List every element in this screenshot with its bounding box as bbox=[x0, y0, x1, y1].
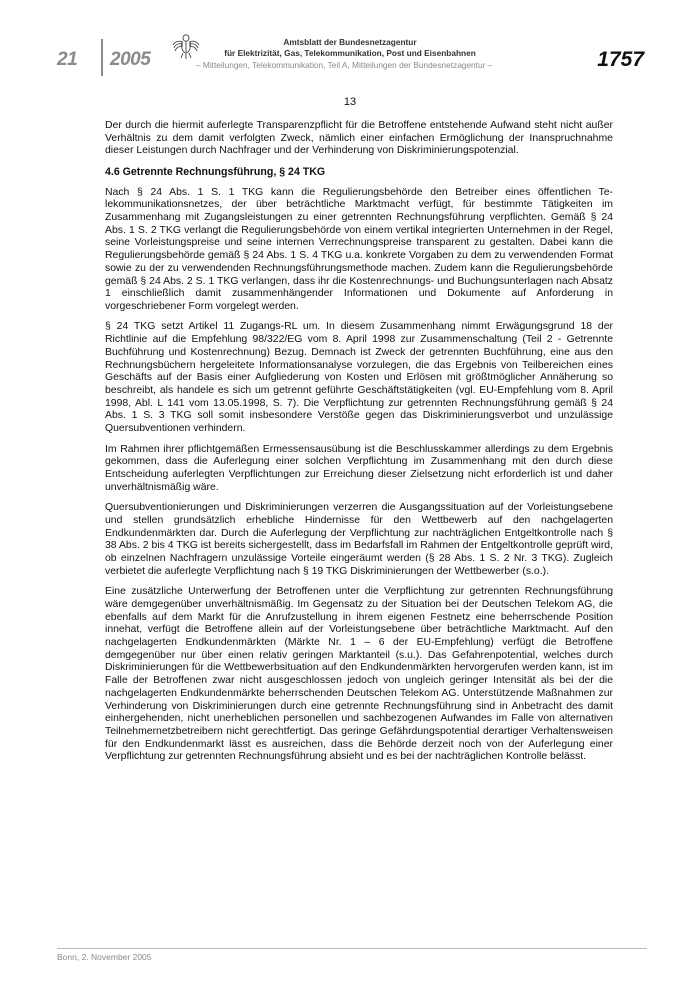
document-page-number: 13 bbox=[343, 96, 357, 108]
page-header bbox=[0, 0, 700, 80]
federal-eagle-icon bbox=[172, 30, 200, 60]
page-number: 1757 bbox=[597, 48, 644, 71]
issue-year: 2005 bbox=[110, 49, 151, 70]
issue-separator bbox=[101, 39, 103, 76]
publication-title-line1: Amtsblatt der Bundesnetzagentur bbox=[283, 37, 417, 47]
section-heading: 4.6 Getrennte Rechnungsführung, § 24 TKG bbox=[105, 165, 326, 178]
paragraph-6: Eine zusätzliche Unterwerfung der Betroffenen unter die Verpflichtung zur getrennten Rechnungsführung wäre demgegenüber unverhältnismäßig. Im Gegensatz zu der Situation bei der Deutschen Telekom AG, die ebenfalls auf dem Markt für die Anrufzustellung in ihrem eigenen Festnetz eine beherrschende Position innehat, verfügt die Betroffene allein auf der Vorleistungsebene über beträchtliche Marktmacht. Auf den nachgelagerten Endkundenmärkten (Märkte Nr. 1 – 6 der EU-Empfehlung) verfügt die Betroffene demgegenüber nur über einen relativ geringen Marktanteil (s.u.). Das Gefahrenpotential, welches durch Diskriminierungen für die Wettbewerbsituation auf den Endkundenmärkten hervorgerufen werden kann, ist im Falle der Betroffenen zwar nicht ausgeschlossen jedoch von ungleich geringer Intensität als bei der die nachgelagerten Endkundenmärkte beherrschenden Deutschen Telekom AG. Unterstützende Maßnahmen zur Verhinderung von Diskriminierungen durch eine getrennte Rechnungsführung sind in Anbetracht des damit einhergehenden, nicht unerheblichen personellen und sachbezogenen Aufwandes im Falle von alternativen Teilnehmernetzbetreibern nicht gerechtfertigt. Das geringe Gefährdungspotential derartiger Verhaltensweisen für den Endkundenmarkt lässt es ausreichen, dass die Behörde derzeit noch von der Auferlegung einer Verpflichtung zur getrennten Rechnungsführung absieht und es bei der nachträglichen Kontrolle belässt. bbox=[105, 586, 613, 763]
paragraph-1: Der durch die hiermit auferlegte Transparenzpflicht für die Betroffene entstehende Aufwand steht nicht außer Verhältnis zu dem damit verfolgten Zweck, nämlich einer einfachen Ermöglichung der Inanspruchnahme dieser Leistungen durch Nachfrager und der Verhinderung von Diskriminierungspotenzial. bbox=[105, 120, 613, 157]
footer-date: Bonn, 2. November 2005 bbox=[57, 952, 152, 962]
publication-subtitle: – Mitteilungen, Telekommunikation, Teil A, Mitteilungen der Bundesnetzagentur – bbox=[196, 60, 493, 70]
paragraph-2: Nach § 24 Abs. 1 S. 1 TKG kann die Regulierungsbehörde den Betreiber eines öffentlichen Telekommunikationsnetzes, der über beträchtliche Marktmacht verfügt, für bestimmte Tätigkeiten im Zusammenhang mit Zugangsleistungen zu einer getrennten Rechnungsführung verpflichten. Gemäß § 24 Abs. 1 S. 2 TKG verlangt die Regulierungsbehörde von einem vertikal integrierten Unternehmen in der Regel, seine Vorleistungspreise und seine internen Verrechnungspreise transparent zu gestalten. Dabei kann die Regulierungsbehörde gemäß § 24 Abs. 1 S. 4 TKG u.a. konkrete Vorgaben zu dem zu verwendenden Format sowie zu der zu verwendenden Rechnungsführungsmethode machen. Zudem kann die Regulierungsbehörde gemäß § 24 Abs. 2 S. 1 TKG verlangen, dass ihr die Kostenrechnungs- und Buchungsunterlagen nach Absatz 1 einschließlich damit zusammenhängender Informationen und Dokumente auf Anforderung in vorgeschriebener Form vorgelegt werden. bbox=[105, 186, 613, 312]
paragraph-5: Quersubventionierungen und Diskriminierungen verzerren die Ausgangssituation auf der Vorleistungsebene und stellen grundsätzlich erhebliche Hindernisse für den Wettbewerb auf den nachgelagerten Endkundenmärkten dar. Durch die Auferlegung der Verpflichtung zur nachträglichen Entgeltkontrolle nach § 38 Abs. 2 bis 4 TKG ist bereits sichergestellt, dass im Bedarfsfall im Rahmen der Entgeltkontrolle geprüft wird, ob einzelnen Nachfragern unzulässige Vorteile eingeräumt werden (§ 28 Abs. 1 S. 2 Nr. 3 TKG). Zugleich verbietet die auferlegte Verpflichtung nach § 19 TKG Diskriminierungen der Wettbewerber (s.o.). bbox=[105, 502, 613, 577]
paragraph-3: § 24 TKG setzt Artikel 11 Zugangs-RL um. In diesem Zusammenhang nimmt Erwägungsgrund 18 der Richtlinie auf die Empfehlung 98/322/EG vom 8. April 1998 zur Zusammenschaltung (Teil 2 - Getrennte Buchführung und Kostenrechnung) Bezug. Demnach ist Zweck der getrennten Buchführung, eine aus den Rechnungsbüchern hergeleitete Informationsanalyse vorzulegen, die das Ergebnis von Teilbereichen eines Geschäfts auf der Basis einer Aufgliederung von Kosten und Erlösen mit größtmöglicher Annäherung so beschreibt, als handele es sich um getrennt geführte Geschäftstätigkeiten (vgl. EU-Empfehlung vom 8. April 1998, Abl. L 141 vom 13.05.1998, S. 7). Die Verpflichtung zur getrennten Rechnungsführung gemäß § 24 Abs. 1 S. 3 TKG soll somit insbesondere Verstöße gegen das Diskriminierungsverbot und unzulässige Quersubventionen verhindern. bbox=[105, 321, 613, 435]
document-body bbox=[105, 120, 613, 772]
issue-number: 21 bbox=[57, 49, 78, 70]
paragraph-4: Im Rahmen ihrer pflichtgemäßen Ermessensausübung ist die Beschlusskammer allerdings zu dem Ergebnis gekommen, dass die Auferlegung einer solchen Verpflichtung im Zusammenhang mit den durch diese Entscheidung auferlegten Verpflichtungen zur Erreichung dieser Zielsetzung nicht erforderlich ist und daher unverhältnismäßig wäre. bbox=[105, 443, 613, 493]
footer-divider bbox=[57, 948, 647, 949]
publication-title bbox=[205, 37, 495, 58]
publication-title-line2: für Elektrizität, Gas, Telekommunikation, Post und Eisenbahnen bbox=[224, 47, 476, 58]
